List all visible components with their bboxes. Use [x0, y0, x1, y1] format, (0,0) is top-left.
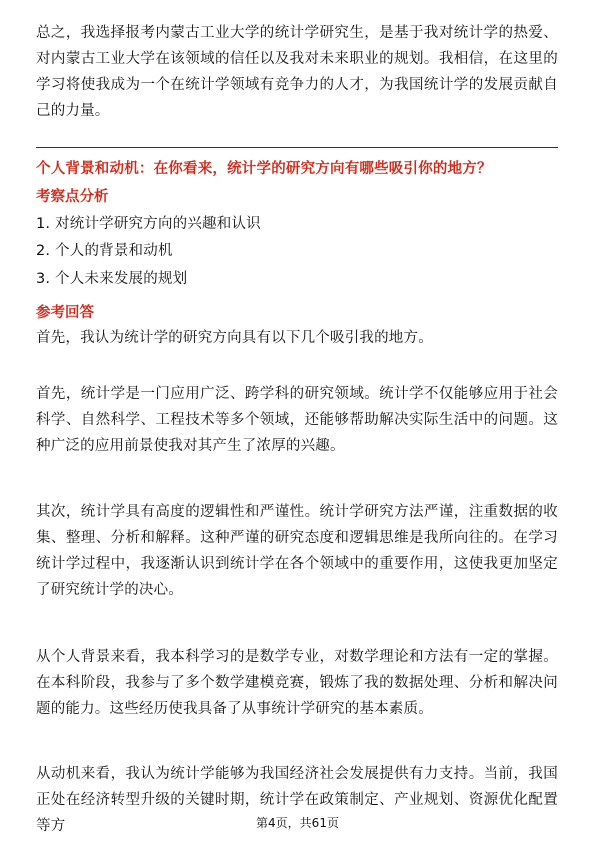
- answer-heading: 参考回答: [36, 305, 94, 321]
- question-heading: 个人背景和动机：在你看来，统计学的研究方向有哪些吸引你的地方？: [36, 161, 492, 177]
- answer-paragraph-2: 首先，统计学是一门应用广泛、跨学科的研究领域。统计学不仅能够应用于社会科学、自然科学、工程技术等多个领域，还能够帮助解决实际生活中的问题。这种广泛的应用前景使我对其产生了浓厚的兴趣。: [36, 386, 558, 454]
- analysis-item-1: 1. 对统计学研究方向的兴趣和认识: [36, 216, 261, 232]
- answer-paragraph-1: 首先，我认为统计学的研究方向具有以下几个吸引我的地方。: [36, 330, 433, 346]
- answer-paragraph-3: 其次，统计学具有高度的逻辑性和严谨性。统计学研究方法严谨，注重数据的收集、整理、分析和解释。这种严谨的研究态度和逻辑思维是我所向往的。在学习统计学过程中，我逐渐认识到统计学在各个领域中的重要作用，这使我更加坚定了研究统计学的决心。: [36, 504, 558, 598]
- intro-paragraph: 总之，我选择报考内蒙古工业大学的统计学研究生，是基于我对统计学的热爱、对内蒙古工业大学在该领域的信任以及我对未来职业的规划。我相信，在这里的学习将使我成为一个在统计学领域有竞争力的人才，为我国统计学的发展贡献自己的力量。: [36, 25, 558, 119]
- page-number-footer: 第4页，共61页: [256, 816, 339, 830]
- answer-paragraph-5: 从动机来看，我认为统计学能够为我国经济社会发展提供有力支持。当前，我国正处在经济转型升级的关键时期，统计学在政策制定、产业规划、资源优化配置等方: [36, 766, 558, 834]
- answer-paragraph-4: 从个人背景来看，我本科学习的是数学专业，对数学理论和方法有一定的掌握。在本科阶段，我参与了多个数学建模竞赛，锻炼了我的数据处理、分析和解决问题的能力。这些经历使我具备了从事统计学研究的基本素质。: [36, 649, 558, 717]
- analysis-item-2: 2. 个人的背景和动机: [36, 243, 173, 259]
- analysis-heading: 考察点分析: [36, 189, 109, 205]
- analysis-item-3: 3. 个人未来发展的规划: [36, 271, 188, 287]
- section-divider: [36, 147, 558, 148]
